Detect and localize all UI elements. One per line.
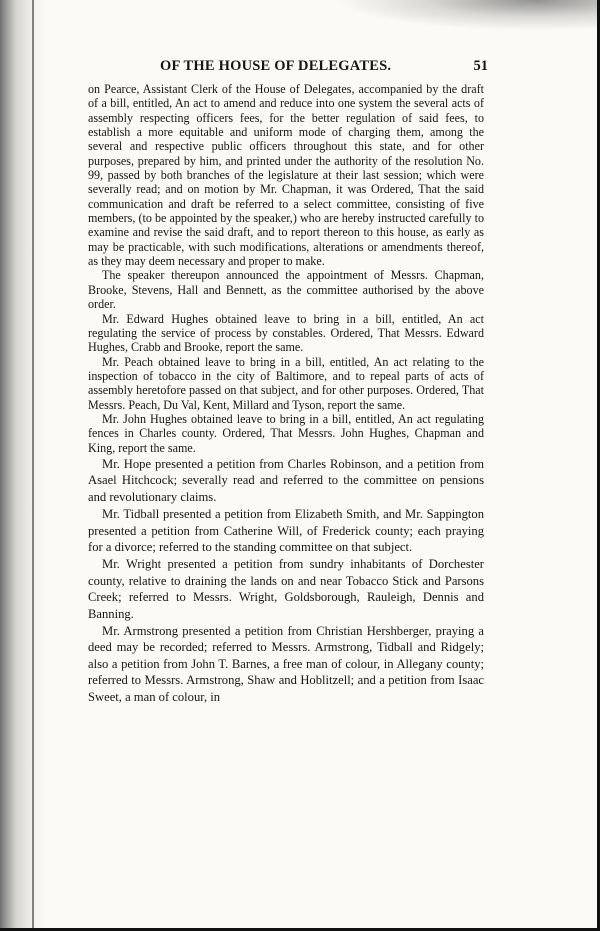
paragraph-fences-bill: Mr. John Hughes obtained leave to bring in a bill, entitled, An act regulating fences in Charles county. Ordered, That Messrs. John Hughes, Chapman and King, report the same. bbox=[88, 411, 484, 455]
paragraph-divorce-petitions: Mr. Tidball presented a petition from Elizabeth Smith, and Mr. Sappington presented a petition from Catherine Will, of Frederick county; each praying for a divorce; referred to the standing committee on that subject. bbox=[88, 507, 484, 554]
binding-shadow bbox=[0, 0, 46, 931]
page-content bbox=[88, 58, 488, 705]
running-head bbox=[88, 58, 488, 78]
paragraph-hope-petitions: Mr. Hope presented a petition from Charles Robinson, and a petition from Asael Hitchcock; severally read and referred to the committee on pensions and revolutionary claims. bbox=[88, 456, 484, 504]
paragraph-armstrong-petitions: Mr. Armstrong presented a petition from Christian Hershberger, praying a deed may be recorded; referred to Messrs. Armstrong, Tidball and Ridgely; also a petition from John T. Barnes, a free man of colour, in Allegany county; referred to Messrs. Armstrong, Shaw and Hoblitzell; and a petition from Isaac Sweet, a man of colour, in bbox=[88, 624, 484, 704]
scan-smudge bbox=[340, 0, 600, 30]
paragraph-constables-bill: Mr. Edward Hughes obtained leave to bring in a bill, entitled, An act regulating the service of process by constables. Ordered, That Messrs. Edward Hughes, Crabb and Brooke, report the same. bbox=[88, 311, 484, 355]
paragraph-committee-appointment: The speaker thereupon announced the appointment of Messrs. Chapman, Brooke, Stevens, Hall and Bennett, as the committee authorised by the above order. bbox=[88, 268, 484, 312]
paragraph-committee-referral: on Pearce, Assistant Clerk of the House of Delegates, accompanied by the draft of a bill, entitled, An act to amend and reduce into one system the several acts of assembly respecting officers fees, for the better regulation of said fees, to establish a more equitable and uniform mode of charging them, among the several and respective public officers throughout this state, and for other purposes, prepared by him, and printed under the authority of the resolution No. 99, passed by both branches of the legislature at their last session; which were severally read; and on motion by Mr. Chapman, it was Ordered, That the said communication and draft be referred to a select committee, consisting of five members, (to be appointed by the speaker,) who are hereby instructed carefully to examine and revise the said draft, and to report thereon to this house, as early as may be practicable, with such modifications, alterations or amendments thereof, as they may deem necessary and proper to make. bbox=[88, 82, 484, 269]
page-number: 51 bbox=[473, 58, 488, 74]
paragraph-dorchester-petition: Mr. Wright presented a petition from sundry inhabitants of Dorchester county, relative to draining the lands on and near Tobacco Stick and Parsons Creek; referred to Messrs. Wright, Goldsborough, Rauleigh, Dennis and Banning. bbox=[88, 557, 484, 621]
running-title: OF THE HOUSE OF DELEGATES. bbox=[160, 58, 392, 74]
paragraph-tobacco-bill: Mr. Peach obtained leave to bring in a bill, entitled, An act relating to the inspection of tobacco in the city of Baltimore, and to repeal parts of acts of assembly heretofore passed on that subject, and for other purposes. Ordered, That Messrs. Peach, Du Val, Kent, Millard and Tyson, report the same. bbox=[88, 354, 484, 412]
binding-edge bbox=[32, 0, 34, 931]
